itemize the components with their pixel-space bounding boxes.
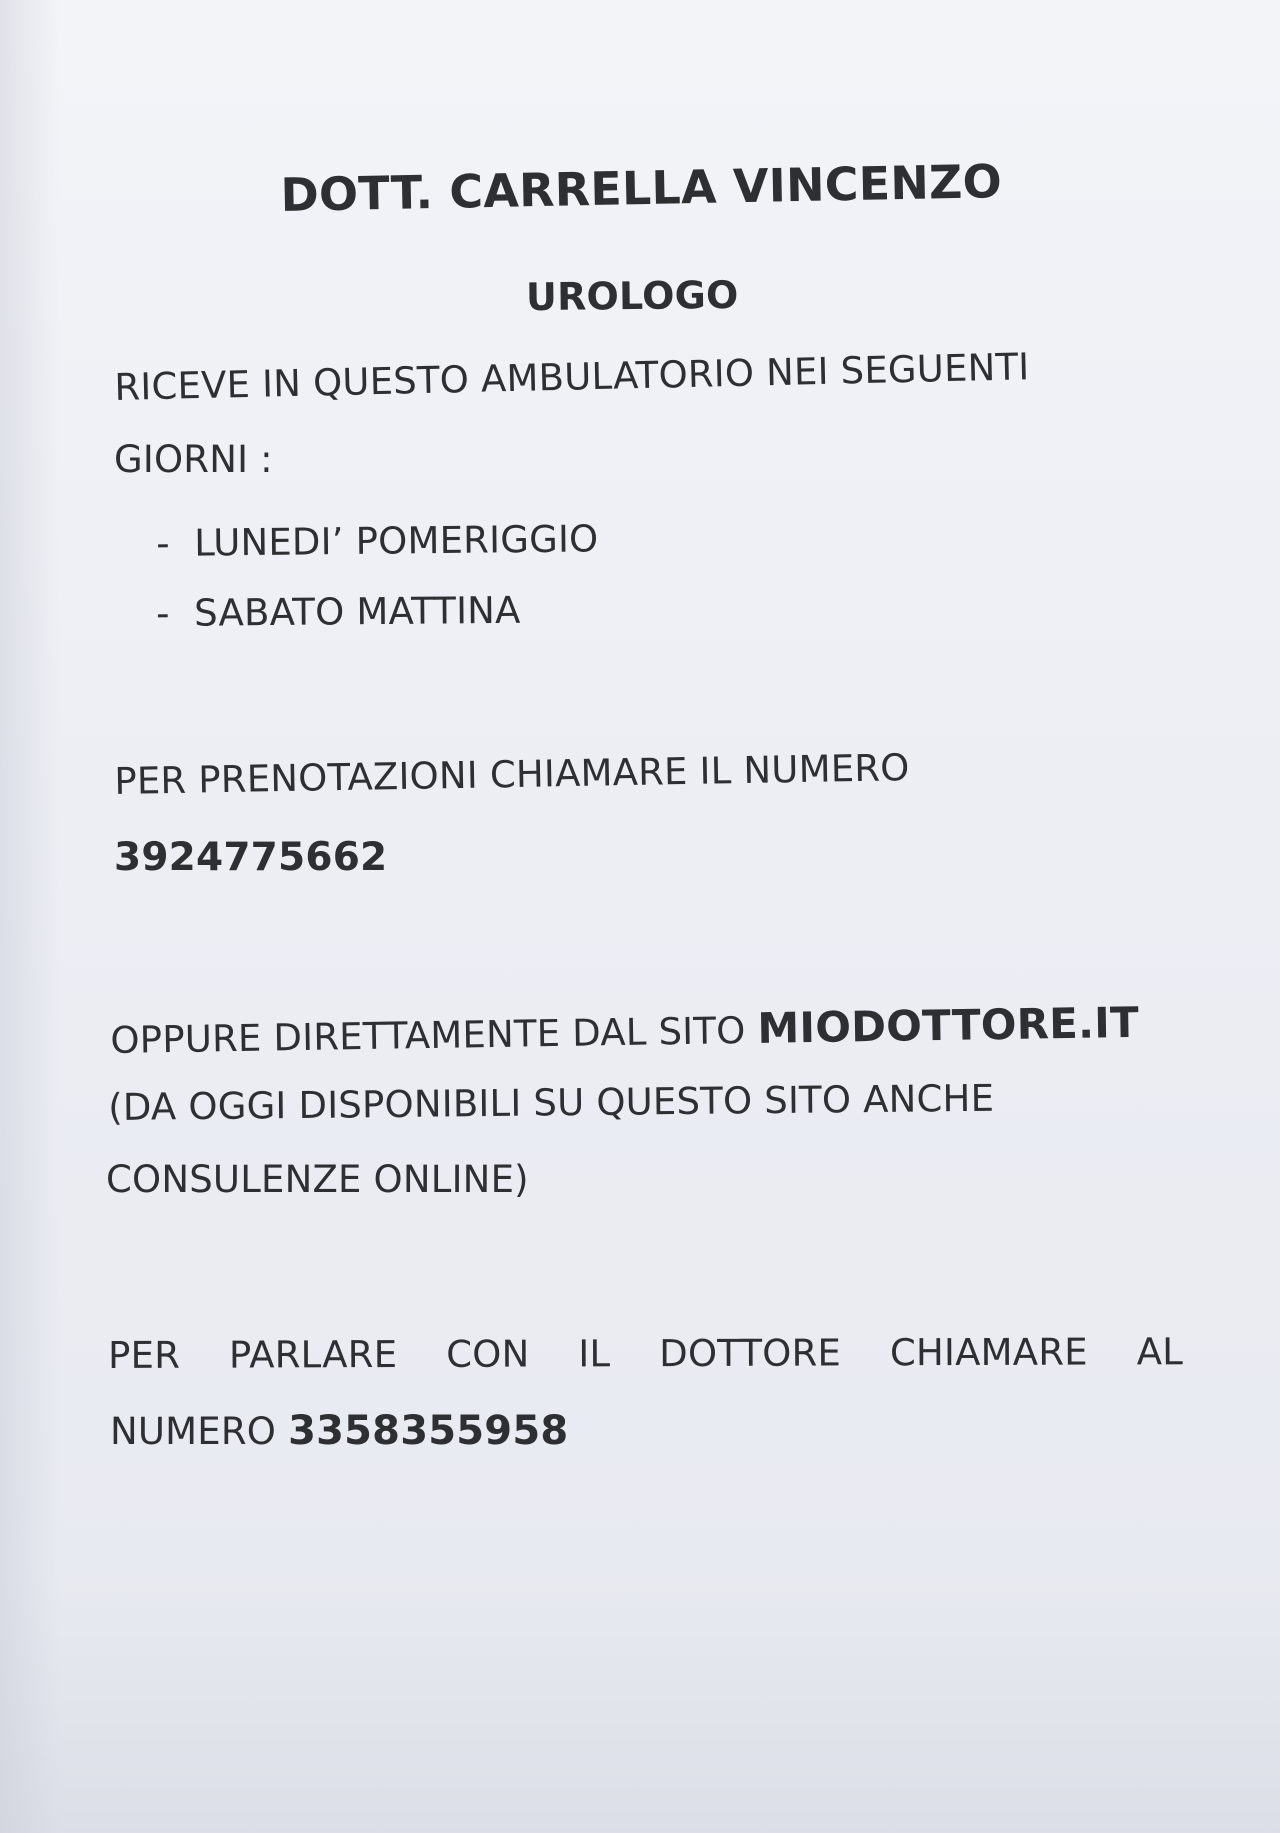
doctor-name-heading: DOTT. CARRELLA VINCENZO (280, 154, 1003, 222)
doctor-phone-number: 3358355958 (288, 1408, 569, 1454)
paper-shadow-left (0, 0, 60, 1833)
contact-word: IL (578, 1332, 611, 1376)
schedule-intro-line-1: RICEVE IN QUESTO AMBULATORIO NEI SEGUENTI (114, 345, 1030, 409)
schedule-day-item (156, 517, 599, 565)
schedule-intro-line-2: GIORNI : (114, 438, 273, 481)
schedule-day-item (156, 589, 521, 635)
contact-word: PER (108, 1333, 181, 1377)
contact-line-1 (108, 1330, 1183, 1377)
contact-word: PARLARE (228, 1332, 398, 1377)
online-note-line-2: CONSULENZE ONLINE) (106, 1158, 529, 1201)
online-booking-line (110, 998, 1139, 1063)
contact-number-label: NUMERO (110, 1410, 289, 1453)
contact-word: CHIAMARE (889, 1330, 1088, 1375)
contact-line-2 (110, 1408, 568, 1454)
list-dash: - (156, 521, 171, 565)
booking-website: MIODOTTORE.IT (757, 997, 1140, 1053)
contact-word: AL (1136, 1330, 1184, 1374)
contact-word: CON (446, 1332, 530, 1376)
schedule-day-label: SABATO MATTINA (193, 588, 521, 635)
schedule-day-label: LUNEDI’ POMERIGGIO (193, 517, 599, 565)
paper-shadow-bottom (0, 1573, 1280, 1833)
online-booking-prefix: OPPURE DIRETTAMENTE DAL SITO (110, 1008, 758, 1062)
online-note-line-1: (DA OGGI DISPONIBILI SU QUESTO SITO ANCHE (108, 1076, 995, 1129)
contact-word: DOTTORE (659, 1331, 842, 1376)
booking-label: PER PRENOTAZIONI CHIAMARE IL NUMERO (114, 746, 910, 803)
specialty-heading: UROLOGO (525, 272, 739, 320)
booking-phone-number: 3924775662 (114, 835, 388, 880)
list-dash: - (156, 591, 170, 635)
